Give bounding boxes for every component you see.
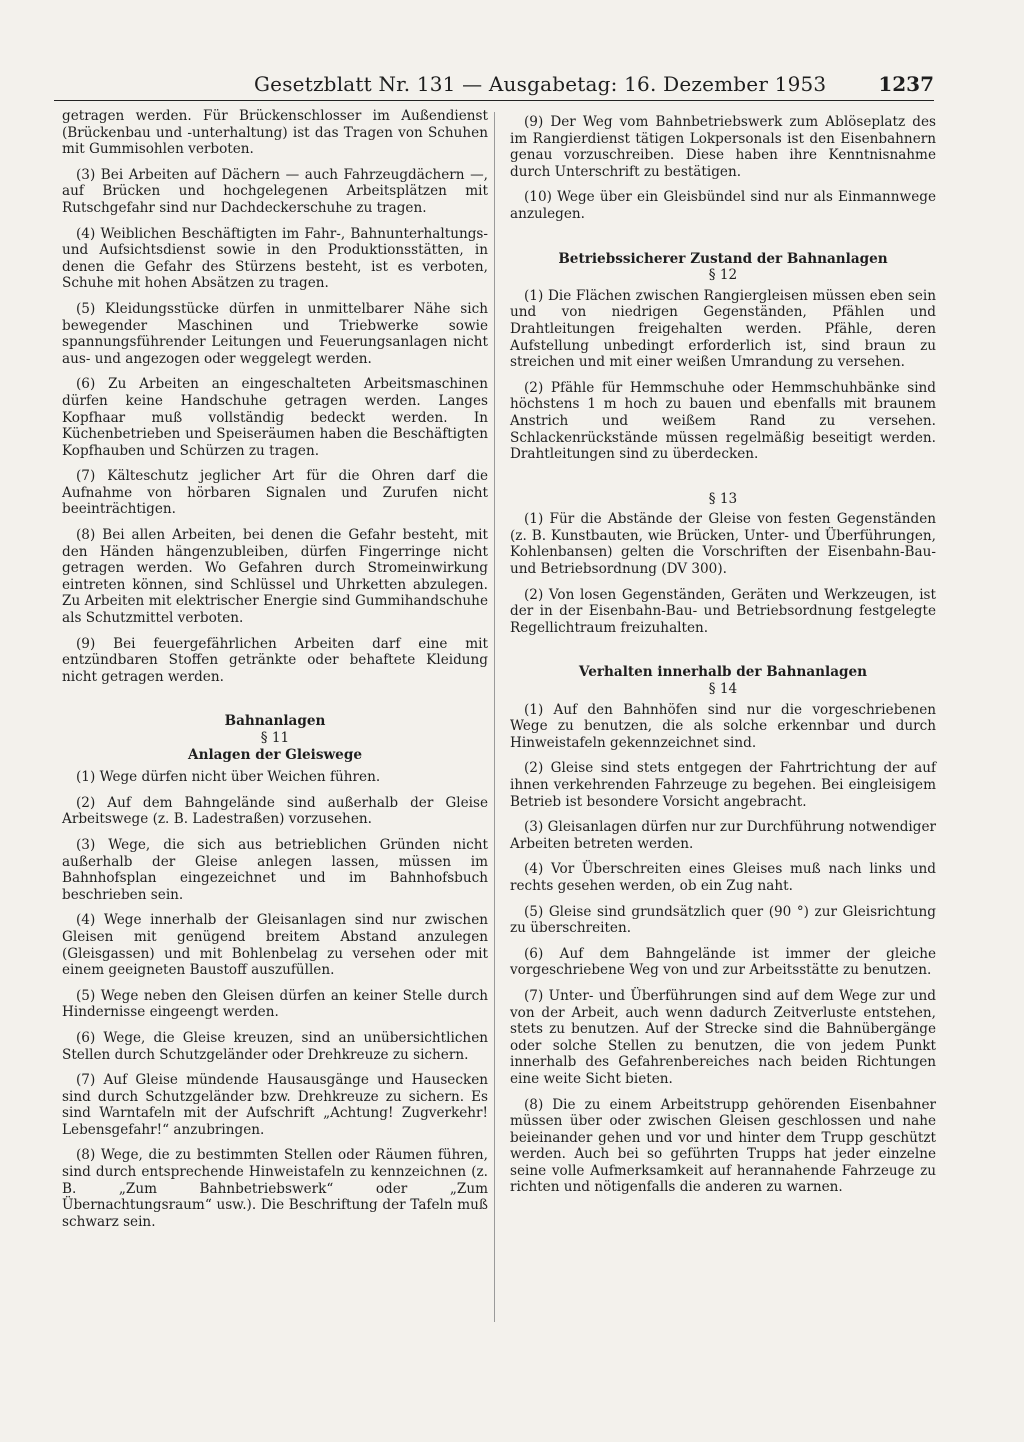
section-heading: Verhalten innerhalb der Bahnanlagen	[578, 664, 868, 681]
paragraph: (2) Von losen Gegenständen, Geräten und Werkzeugen, ist der in der Eisenbahn-Bau- und Betriebsordnung festgelegte Regellichtraum freizuhalten.	[510, 586, 936, 636]
paragraph: (3) Gleisanlagen dürfen nur zur Durchführung notwendiger Arbeiten betreten werden.	[510, 819, 936, 852]
paragraph: (2) Gleise sind stets entgegen der Fahrtrichtung der auf ihnen verkehrenden Fahrzeuge zu begehen. Bei eingleisigem Betrieb ist besondere Vorsicht angebracht.	[510, 760, 936, 810]
right-column	[510, 114, 936, 1205]
section-number: § 12	[708, 267, 738, 284]
section-heading: Bahnanlagen	[224, 713, 326, 730]
paragraph: (2) Pfähle für Hemmschuhe oder Hemmschuhbänke sind höchstens 1 m hoch zu bauen und ebenfalls mit braunem Anstrich und weißem Rand zu versehen. Schlackenrückstände müssen regelmäßig beseitigt werden. Drahtleitungen sind zu überdecken.	[510, 379, 936, 463]
paragraph: (1) Auf den Bahnhöfen sind nur die vorgeschriebenen Wege zu benutzen, die als solche erkennbar und durch Hinweistafeln gekennzeichnet sind.	[510, 701, 936, 751]
paragraph: (10) Wege über ein Gleisbündel sind nur als Einmannwege anzulegen.	[510, 189, 936, 222]
paragraph: (9) Bei feuergefährlichen Arbeiten darf eine mit entzündbaren Stoffen getränkte oder behaftete Kleidung nicht getragen werden.	[62, 635, 488, 685]
paragraph: (6) Zu Arbeiten an eingeschalteten Arbeitsmaschinen dürfen keine Handschuhe getragen werden. Langes Kopfhaar muß vollständig bedeckt werden. In Küchenbetrieben und Speiseräumen haben die Beschäftigten Kopfhauben und Schürzen zu tragen.	[62, 376, 488, 459]
column-divider	[494, 112, 495, 1322]
section-subheading: Anlagen der Gleiswege	[188, 746, 362, 763]
left-column	[62, 108, 488, 1239]
paragraph: (7) Auf Gleise mündende Hausausgänge und Hausecken sind durch Schutzgeländer bzw. Drehkreuze zu sichern. Es sind Warntafeln mit der Aufschrift „Achtung! Zugverkehr! Lebensgefahr!“ anzubringen.	[62, 1072, 488, 1138]
paragraph: (5) Kleidungsstücke dürfen in unmittelbarer Nähe sich bewegender Maschinen und Triebwerke sowie spannungsführender Leitungen und Feuerungsanlagen nicht aus- und angezogen oder weggelegt werden.	[62, 300, 488, 367]
paragraph: (1) Wege dürfen nicht über Weichen führen.	[76, 769, 381, 786]
paragraph: (5) Gleise sind grundsätzlich quer (90 °) zur Gleisrichtung zu überschreiten.	[510, 903, 936, 937]
section-heading: Betriebssicherer Zustand der Bahnanlagen	[558, 250, 888, 267]
header-title: Gesetzblatt Nr. 131 — Ausgabetag: 16. Dezember 1953	[254, 72, 827, 96]
paragraph: (7) Unter- und Überführungen sind auf dem Wege zur und von der Arbeit, auch wenn dadurch Zeitverluste entstehen, stets zu benutzen. Auf der Strecke sind die Bahnübergänge oder solche Stellen zu benutzen, die von jedem Punkt innerhalb des Gefahrenbereiches nach beiden Richtungen eine weite Sicht bieten.	[510, 987, 936, 1087]
paragraph: (1) Die Flächen zwischen Rangiergleisen müssen eben sein und von niedrigen Gegenständen, Pfählen und Drahtleitungen freigehalten werden. Pfähle, deren Aufstellung unbedingt erforderlich ist, sind braun zu streichen und mit einer weißen Umrandung zu versehen.	[510, 287, 936, 371]
paragraph: (5) Wege neben den Gleisen dürfen an keiner Stelle durch Hindernisse eingeengt werden.	[62, 987, 488, 1021]
paragraph: (9) Der Weg vom Bahnbetriebswerk zum Ablöseplatz des im Rangierdienst tätigen Lokpersonals ist den Eisenbahnern genau vorzuschreiben. Diese haben ihre Kenntnisnahme durch Unterschrift zu bestätigen.	[510, 114, 936, 180]
paragraph: (3) Bei Arbeiten auf Dächern — auch Fahrzeugdächern —, auf Brücken und hochgelegenen Arbeitsplätzen mit Rutschgefahr sind nur Dachdeckerschuhe zu tragen.	[62, 166, 488, 216]
paragraph: (7) Kälteschutz jeglicher Art für die Ohren darf die Aufnahme von hörbaren Signalen und Zurufen nicht beeinträchtigen.	[62, 468, 488, 518]
page-header	[54, 72, 934, 98]
section-number: § 11	[260, 730, 290, 746]
paragraph: (8) Die zu einem Arbeitstrupp gehörenden Eisenbahner müssen über oder zwischen Gleisen geschlossen und nahe beieinander gehen und vor und hinter dem Trupp geschützt werden. Auch bei so geführten Trupps hat jeder einzelne seine volle Aufmerksamkeit auf herannahende Fahrzeuge zu richten und nötigenfalls die anderen zu warnen.	[510, 1096, 936, 1196]
paragraph: (8) Bei allen Arbeiten, bei denen die Gefahr besteht, mit den Händen hängenzubleiben, dürfen Fingerringe nicht getragen werden. Wo Gefahren durch Stromeinwirkung eintreten können, sind Schlüssel und Uhrketten abzulegen. Zu Arbeiten mit elektrischer Energie sind Gummihandschuhe als Schutzmittel verboten.	[62, 527, 488, 627]
paragraph: (4) Weiblichen Beschäftigten im Fahr-, Bahnunterhaltungs- und Aufsichtsdienst sowie in den Produktionsstätten, in denen die Gefahr des Stürzens besteht, ist es verboten, Schuhe mit hohen Absätzen zu tragen.	[62, 225, 488, 292]
section-number: § 14	[708, 681, 738, 698]
paragraph: (6) Auf dem Bahngelände ist immer der gleiche vorgeschriebene Weg von und zur Arbeitsstätte zu benutzen.	[510, 945, 936, 979]
paragraph: (1) Für die Abstände der Gleise von festen Gegenständen (z. B. Kunstbauten, wie Brücken, Unter- und Überführungen, Kohlenbansen) gelten die Vorschriften der Eisenbahn-Bau- und Betriebsordnung (DV 300).	[510, 511, 936, 578]
paragraph: (6) Wege, die Gleise kreuzen, sind an unübersichtlichen Stellen durch Schutzgeländer oder Drehkreuze zu sichern.	[62, 1029, 488, 1063]
section-number: § 13	[708, 490, 738, 507]
paragraph: (2) Auf dem Bahngelände sind außerhalb der Gleise Arbeitswege (z. B. Ladestraßen) vorzusehen.	[62, 794, 488, 828]
page-number: 1237	[878, 72, 934, 96]
paragraph: (3) Wege, die sich aus betrieblichen Gründen nicht außerhalb der Gleise anlegen lassen, müssen im Bahnhofsplan eingezeichnet und im Bahnhofsbuch beschrieben sein.	[62, 836, 488, 903]
header-rule	[54, 100, 934, 101]
paragraph: (4) Vor Überschreiten eines Gleises muß nach links und rechts gesehen werden, ob ein Zug naht.	[510, 861, 936, 894]
paragraph: (8) Wege, die zu bestimmten Stellen oder Räumen führen, sind durch entsprechende Hinweistafeln zu kennzeichnen (z. B. „Zum Bahnbetriebswerk“ oder „Zum Übernachtungsraum“ usw.). Die Beschriftung der Tafeln muß schwarz sein.	[62, 1147, 488, 1230]
paragraph: getragen werden. Für Brückenschlosser im Außendienst (Brückenbau und -unterhaltung) ist das Tragen von Schuhen mit Gummisohlen verboten.	[62, 108, 488, 158]
paragraph: (4) Wege innerhalb der Gleisanlagen sind nur zwischen Gleisen mit genügend breitem Abstand anzulegen (Gleisgassen) und mit Bohlenbelag zu versehen oder mit einem geeigneten Baustoff auszufüllen.	[62, 912, 488, 979]
